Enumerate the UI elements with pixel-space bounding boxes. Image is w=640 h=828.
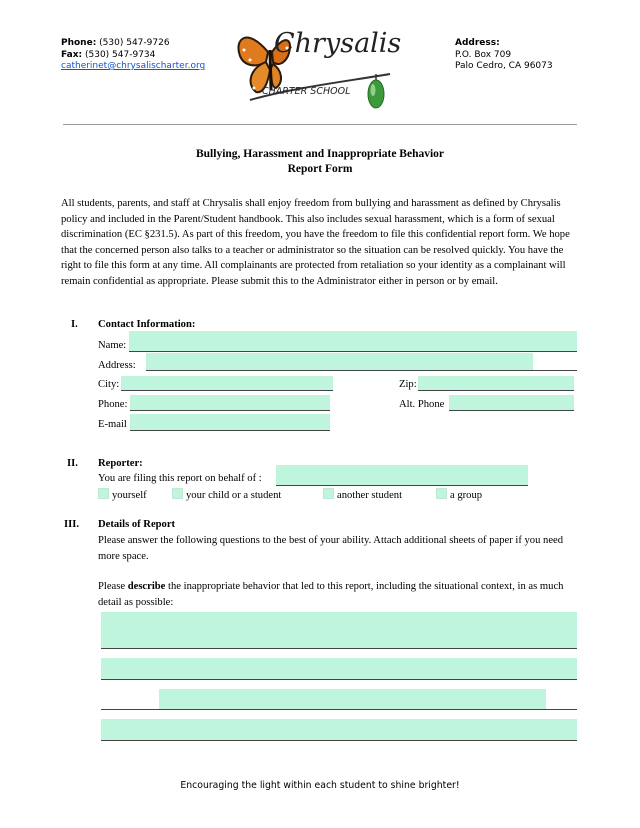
phone-input[interactable] bbox=[130, 395, 330, 411]
address-block bbox=[455, 38, 553, 73]
option-group[interactable]: a group bbox=[436, 488, 482, 503]
address-field-label: Address: bbox=[98, 360, 136, 371]
description-underline-1 bbox=[101, 648, 577, 649]
svg-text:CHARTER SCHOOL: CHARTER SCHOOL bbox=[262, 86, 351, 97]
phone-label: Phone: bbox=[61, 38, 97, 48]
form-title bbox=[63, 147, 577, 177]
description-line-1[interactable] bbox=[101, 612, 577, 648]
behalf-input[interactable] bbox=[276, 465, 528, 485]
description-underline-3 bbox=[101, 709, 577, 710]
address-line-1: P.O. Box 709 bbox=[455, 49, 512, 60]
email-input[interactable] bbox=[130, 414, 330, 431]
checkbox-child-or-student[interactable] bbox=[172, 488, 183, 499]
address-underline bbox=[146, 370, 577, 371]
section-1-number: I. bbox=[71, 319, 78, 330]
svg-text:Chrysalis: Chrysalis bbox=[274, 28, 402, 59]
checkbox-another-student[interactable] bbox=[323, 488, 334, 499]
zip-input[interactable] bbox=[418, 376, 574, 391]
option-another-student[interactable]: another student bbox=[323, 488, 402, 503]
name-label: Name: bbox=[98, 340, 127, 351]
checkbox-yourself[interactable] bbox=[98, 488, 109, 499]
fax-value: (530) 547-9734 bbox=[84, 49, 156, 60]
header-divider bbox=[63, 124, 577, 125]
title-line-2: Report Form bbox=[287, 163, 353, 175]
zip-label: Zip: bbox=[399, 379, 417, 390]
checkbox-group[interactable] bbox=[436, 488, 447, 499]
description-line-4[interactable] bbox=[101, 719, 577, 740]
address-line-2: Palo Cedro, CA 96073 bbox=[455, 61, 553, 71]
section-3-heading: Details of Report bbox=[98, 519, 176, 530]
section-2-number: II. bbox=[67, 458, 78, 469]
butterfly-icon bbox=[232, 22, 402, 120]
email-field-label: E-mail bbox=[98, 419, 127, 430]
email-link[interactable]: catherinet@chrysalischarter.org bbox=[61, 61, 206, 71]
behalf-label: You are filing this report on behalf of : bbox=[98, 473, 262, 484]
description-underline-4 bbox=[101, 740, 577, 741]
option-child-or-student[interactable]: your child or a student bbox=[172, 488, 281, 503]
section-2-heading: Reporter: bbox=[98, 458, 143, 469]
description-line-2[interactable] bbox=[101, 658, 577, 679]
section-1-heading: Contact Information: bbox=[98, 319, 196, 330]
city-input[interactable] bbox=[121, 376, 333, 391]
phone-value: (530) 547-9726 bbox=[99, 38, 170, 48]
title-line-1: Bullying, Harassment and Inappropriate Behavior bbox=[195, 148, 445, 160]
alt-phone-label: Alt. Phone bbox=[399, 399, 445, 410]
describe-prompt: Please describe the inappropriate behavior that led to this report, including the situational context, in as much detail as possible: bbox=[98, 581, 564, 608]
fax-label: Fax: bbox=[61, 49, 83, 60]
phone-field-label: Phone: bbox=[98, 399, 128, 410]
section-3-number: III. bbox=[64, 519, 80, 530]
school-logo bbox=[232, 22, 402, 120]
section-3-instructions: Please answer the following questions to the best of your ability. Attach additional sheets of paper if you need more space. bbox=[98, 535, 564, 562]
address-input[interactable] bbox=[146, 353, 533, 370]
option-yourself[interactable]: yourself bbox=[98, 488, 147, 503]
name-input[interactable] bbox=[129, 331, 577, 351]
address-label: Address: bbox=[455, 38, 500, 48]
city-label: City: bbox=[98, 379, 120, 390]
description-underline-2 bbox=[101, 679, 577, 680]
alt-phone-input[interactable] bbox=[449, 395, 574, 411]
intro-paragraph: All students, parents, and staff at Chrysalis shall enjoy freedom from bullying and harassment as defined by Chrysalis policy and included in the Parent/Student handbook. This also includes sexual harassment, which is a form of sexual discrimination (EC §231.5). As part of this freedom, you have the freedom to file this confidential report form. We hope that the concerned person also talks to a teacher or administrator so the situation can be resolved quickly. You have the right to file this form at any time. All complainants are protected from retaliation so your identity as a complainant will remain confidential as appropriate. Please submit this to the Administrator either in person or by email. bbox=[61, 198, 570, 287]
description-line-3[interactable] bbox=[159, 689, 546, 709]
behalf-underline bbox=[276, 485, 528, 486]
contact-block bbox=[61, 38, 205, 73]
footer-tagline: Encouraging the light within each student to shine brighter! bbox=[180, 780, 460, 791]
name-underline bbox=[129, 351, 577, 352]
